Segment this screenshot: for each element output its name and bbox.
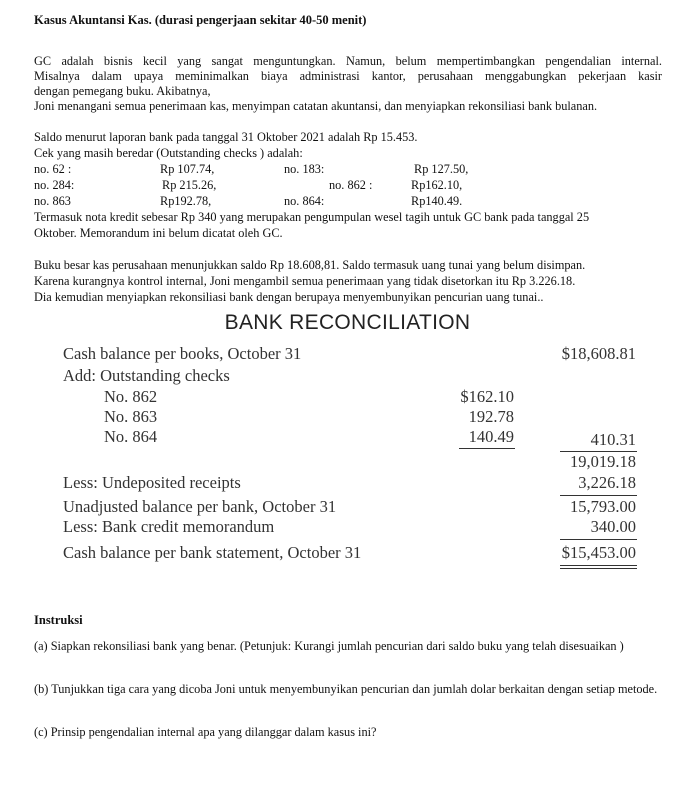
ledger-line: Buku besar kas perusahaan menunjukkan saldo Rp 18.608,81. Saldo termasuk uang tunai yang belum disimpan. xyxy=(34,258,586,272)
intro-line: dengan pemegang buku. Akibatnya, xyxy=(34,84,211,98)
check-value: Rp140.49. xyxy=(411,194,463,208)
check-value: Rp 107.74, xyxy=(160,162,215,176)
credit-memo-value: 340.00 xyxy=(590,517,636,536)
bank-saldo-text: Saldo menurut laporan bank pada tanggal 31 Oktober 2021 adalah Rp 15.453. xyxy=(34,130,418,144)
check-label: no. 183: xyxy=(284,162,325,176)
check-value: Rp162.10, xyxy=(411,178,463,192)
check-value: Rp 127.50, xyxy=(414,162,469,176)
outstanding-intro: Cek yang masih beredar (Outstanding checks ) adalah: xyxy=(34,146,303,160)
credit-note-line: Oktober. Memorandum ini belum dicatat oleh GC. xyxy=(34,226,283,240)
undeposited-label: Less: Undeposited receipts xyxy=(63,473,241,492)
instruction-b: (b) Tunjukkan tiga cara yang dicoba Joni untuk menyembunyikan pencurian dan jumlah dolar berkaitan dengan setiap metode. xyxy=(34,682,658,696)
unadjusted-label: Unadjusted balance per bank, October 31 xyxy=(63,497,337,516)
divider xyxy=(560,495,637,496)
check-row-value: 140.49 xyxy=(468,427,514,446)
check-row-label: No. 862 xyxy=(104,387,158,406)
checks-total-value: 410.31 xyxy=(590,430,636,449)
check-row-value: 192.78 xyxy=(468,407,514,426)
instructions-heading: Instruksi xyxy=(34,613,83,627)
check-label: no. 62 : xyxy=(34,162,72,176)
undeposited-value: 3,226.18 xyxy=(578,473,636,492)
intro-line: GC adalah bisnis kecil yang sangat menguntungkan. Namun, belum mempertimbangkan pengendalian internal. xyxy=(34,54,662,68)
credit-memo-label: Less: Bank credit memorandum xyxy=(63,517,275,536)
check-label: no. 863 xyxy=(34,194,71,208)
instruction-a: (a) Siapkan rekonsiliasi bank yang benar. (Petunjuk: Kurangi jumlah pencurian dari saldo buku yang telah disesuaikan ) xyxy=(34,639,624,653)
divider xyxy=(459,448,515,449)
instruction-c: (c) Prinsip pengendalian internal apa yang dilanggar dalam kasus ini? xyxy=(34,725,377,739)
credit-note-line: Termasuk nota kredit sebesar Rp 340 yang merupakan pengumpulan wesel tagih untuk GC bank pada tanggal 25 xyxy=(34,210,590,224)
check-label: no. 284: xyxy=(34,178,75,192)
intro-line: Misalnya dalam upaya meminimalkan biaya administrasi kantor, perusahaan menggabungkan pekerjaan kasir xyxy=(34,69,662,83)
unadjusted-value: 15,793.00 xyxy=(570,497,636,516)
intro-line: Joni menangani semua penerimaan kas, menyimpan catatan akuntansi, dan menyiapkan rekonsiliasi bank bulanan. xyxy=(34,99,598,113)
check-label: no. 864: xyxy=(284,194,325,208)
ledger-line: Karena kurangnya kontrol internal, Joni mengambil semua penerimaan yang tidak disetorkan itu Rp 3.226.18. xyxy=(34,274,576,288)
cash-per-books-value: $18,608.81 xyxy=(561,344,636,363)
double-underline xyxy=(560,565,637,566)
ledger-line: Dia kemudian menyiapkan rekonsiliasi bank dengan berupaya menyembunyikan pencurian uang tunai.. xyxy=(34,290,544,304)
check-label: no. 862 : xyxy=(329,178,373,192)
statement-value: $15,453.00 xyxy=(561,543,636,562)
check-value: Rp192.78, xyxy=(160,194,212,208)
subtotal-value: 19,019.18 xyxy=(570,452,636,471)
cash-per-books-label: Cash balance per books, October 31 xyxy=(63,344,302,363)
check-row-value: $162.10 xyxy=(460,387,514,406)
divider xyxy=(560,539,637,540)
intro-paragraph xyxy=(34,54,662,114)
check-row-label: No. 864 xyxy=(104,427,158,446)
double-underline xyxy=(560,568,637,569)
document-title: Kasus Akuntansi Kas. (durasi pengerjaan sekitar 40-50 menit) xyxy=(34,13,367,27)
reconciliation-heading: BANK RECONCILIATION xyxy=(224,311,471,334)
statement-label: Cash balance per bank statement, October 31 xyxy=(63,543,362,562)
check-row-label: No. 863 xyxy=(104,407,158,426)
add-outstanding-label: Add: Outstanding checks xyxy=(63,366,230,385)
check-value: Rp 215.26, xyxy=(162,178,217,192)
